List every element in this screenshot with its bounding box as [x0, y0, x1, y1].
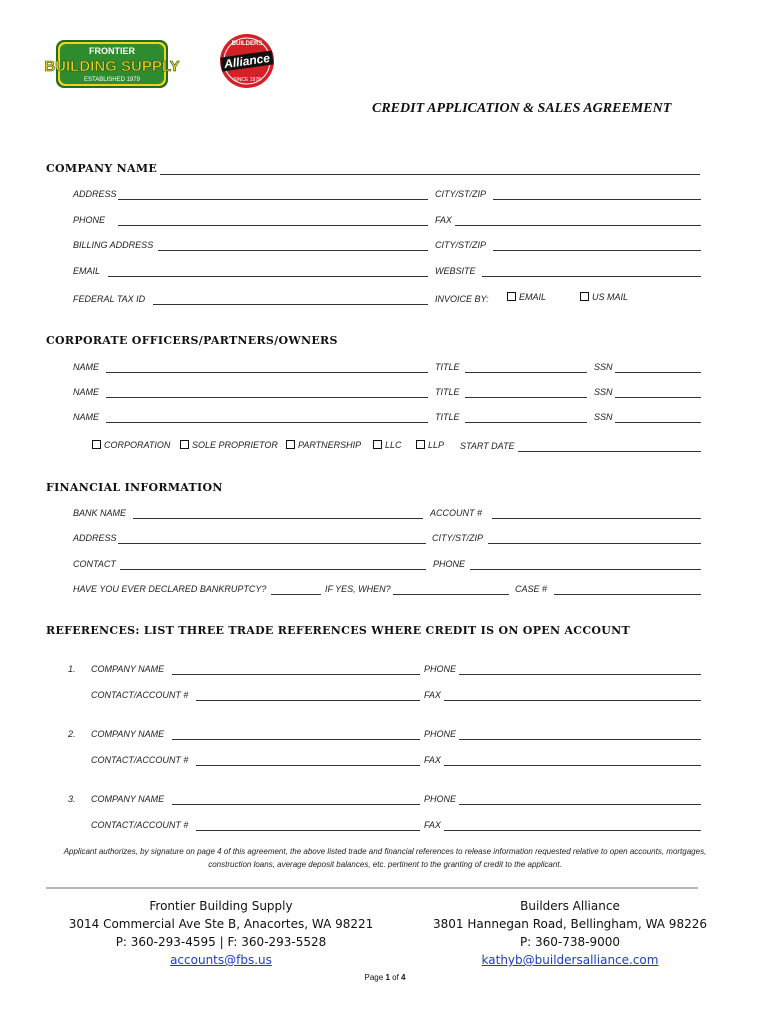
ref2-contact-field[interactable]: [196, 765, 420, 766]
ref3-company-field[interactable]: [172, 804, 420, 805]
page-title: CREDIT APPLICATION & SALES AGREEMENT: [372, 101, 672, 116]
account-label: ACCOUNT #: [430, 508, 483, 518]
officer-title-label: TITLE: [435, 387, 460, 397]
alliance-email-link[interactable]: kathyb@buildersalliance.com: [481, 953, 659, 967]
bankruptcy-field[interactable]: [271, 594, 321, 595]
ref2-fax-field[interactable]: [444, 765, 701, 766]
billing-address-label: BILLING ADDRESS: [73, 240, 154, 250]
frontier-building-supply-logo: [44, 38, 180, 90]
bank-contact-label: CONTACT: [73, 559, 116, 569]
officer-name-field[interactable]: [106, 422, 428, 423]
page-number: [0, 973, 770, 982]
officer-ssn-field[interactable]: [615, 422, 701, 423]
email-label: EMAIL: [73, 266, 101, 276]
reference-3-number: 3.: [68, 794, 76, 804]
authorization-disclaimer: Applicant authorizes, by signature on page 4 of this agreement, the above listed trade and financial references to release information requested relative to open accounts, mortgages, construction loans, average deposit balances, etc. pertinent to the granting of credit to the applicant.: [63, 847, 707, 869]
ref2-phone-field[interactable]: [459, 739, 701, 740]
ref3-company-label: COMPANY NAME: [91, 794, 165, 804]
officer-ssn-field[interactable]: [615, 372, 701, 373]
type-partnership-label: PARTNERSHIP: [298, 440, 362, 450]
frontier-address: 3014 Commercial Ave Ste B, Anacortes, WA 98221: [68, 917, 374, 931]
invoice-email-label: EMAIL: [519, 292, 547, 302]
type-llp-label: LLP: [428, 440, 445, 450]
billing-city-field[interactable]: [493, 250, 701, 251]
if-yes-field[interactable]: [393, 594, 509, 595]
officer-ssn-label: SSN: [594, 387, 613, 397]
alliance-address: 3801 Hannegan Road, Bellingham, WA 98226: [433, 917, 707, 931]
bank-name-field[interactable]: [133, 518, 423, 519]
officer-ssn-field[interactable]: [615, 397, 701, 398]
phone-field[interactable]: [118, 225, 428, 226]
bankruptcy-label: HAVE YOU EVER DECLARED BANKRUPTCY?: [73, 584, 267, 594]
bank-phone-field[interactable]: [470, 569, 701, 570]
officer-title-label: TITLE: [435, 362, 460, 372]
ref2-company-label: COMPANY NAME: [91, 729, 165, 739]
fax-label: FAX: [435, 215, 452, 225]
officer-ssn-label: SSN: [594, 362, 613, 372]
checkbox-icon[interactable]: [416, 440, 425, 449]
invoice-email-option[interactable]: [507, 292, 546, 302]
ref1-fax-field[interactable]: [444, 700, 701, 701]
ref1-contact-field[interactable]: [196, 700, 420, 701]
bank-city-field[interactable]: [488, 543, 701, 544]
ref3-fax-label: FAX: [424, 820, 441, 830]
checkbox-icon[interactable]: [373, 440, 382, 449]
officer-name-field[interactable]: [106, 372, 428, 373]
if-yes-label: IF YES, WHEN?: [325, 584, 391, 594]
reference-2-number: 2.: [68, 729, 76, 739]
fax-field[interactable]: [455, 225, 701, 226]
billing-address-field[interactable]: [158, 250, 428, 251]
website-label: WEBSITE: [435, 266, 476, 276]
builders-alliance-logo: [218, 32, 276, 90]
ref1-fax-label: FAX: [424, 690, 441, 700]
start-date-label: START DATE: [460, 441, 515, 451]
alliance-logo-sub: SINCE 1978: [233, 77, 261, 83]
frontier-logo-top: FRONTIER: [89, 46, 135, 56]
type-llc-option[interactable]: [373, 440, 402, 450]
invoice-mail-label: US MAIL: [592, 292, 629, 302]
case-label: CASE #: [515, 584, 548, 594]
ref1-company-label: COMPANY NAME: [91, 664, 165, 674]
email-field[interactable]: [108, 276, 428, 277]
city-field[interactable]: [493, 199, 701, 200]
company-name-heading: COMPANY NAME: [46, 162, 158, 175]
alliance-name: Builders Alliance: [520, 899, 620, 913]
officer-title-field[interactable]: [465, 397, 587, 398]
bank-phone-label: PHONE: [433, 559, 466, 569]
account-field[interactable]: [492, 518, 701, 519]
website-field[interactable]: [482, 276, 701, 277]
frontier-name: Frontier Building Supply: [149, 899, 293, 913]
frontier-logo-main: BUILDING SUPPLY: [44, 58, 180, 75]
reference-1-number: 1.: [68, 664, 76, 674]
ref3-phone-field[interactable]: [459, 804, 701, 805]
billing-city-label: CITY/ST/ZIP: [435, 240, 487, 250]
bank-name-label: BANK NAME: [73, 508, 127, 518]
address-field[interactable]: [118, 199, 428, 200]
tax-id-label: FEDERAL TAX ID: [73, 294, 146, 304]
alliance-logo-top: BUILDERS: [231, 41, 263, 47]
checkbox-icon[interactable]: [580, 292, 589, 301]
alliance-logo-main: Alliance: [223, 50, 271, 72]
checkbox-icon[interactable]: [507, 292, 516, 301]
officer-title-field[interactable]: [465, 422, 587, 423]
frontier-phone: P: 360-293-4595 | F: 360-293-5528: [115, 935, 327, 949]
ref2-fax-label: FAX: [424, 755, 441, 765]
ref3-contact-label: CONTACT/ACCOUNT #: [91, 820, 189, 830]
type-corporation-label: CORPORATION: [104, 440, 171, 450]
ref2-phone-label: PHONE: [424, 729, 457, 739]
address-label: ADDRESS: [73, 189, 117, 199]
ref2-company-field[interactable]: [172, 739, 420, 740]
ref1-phone-label: PHONE: [424, 664, 457, 674]
ref2-contact-label: CONTACT/ACCOUNT #: [91, 755, 189, 765]
ref3-fax-field[interactable]: [444, 830, 701, 831]
frontier-email-link[interactable]: accounts@fbs.us: [170, 953, 272, 967]
tax-id-field[interactable]: [153, 304, 428, 305]
ref3-contact-field[interactable]: [196, 830, 420, 831]
checkbox-icon[interactable]: [92, 440, 101, 449]
references-heading: REFERENCES: LIST THREE TRADE REFERENCES WHERE CREDIT IS ON OPEN ACCOUNT: [46, 624, 630, 637]
officer-title-field[interactable]: [465, 372, 587, 373]
ref1-phone-field[interactable]: [459, 674, 701, 675]
ref1-contact-label: CONTACT/ACCOUNT #: [91, 690, 189, 700]
page-current: 1: [385, 973, 390, 982]
page-total: 4: [401, 973, 406, 982]
type-llp-option[interactable]: [416, 440, 444, 450]
ref1-company-field[interactable]: [172, 674, 420, 675]
footer-divider: [46, 887, 698, 889]
invoice-mail-option[interactable]: [580, 292, 628, 302]
ref3-phone-label: PHONE: [424, 794, 457, 804]
type-llc-label: LLC: [385, 440, 402, 450]
company-name-field[interactable]: [160, 174, 700, 175]
alliance-contact-block: [420, 897, 720, 969]
type-corporation-option[interactable]: [92, 440, 170, 450]
officer-title-label: TITLE: [435, 412, 460, 422]
officer-ssn-label: SSN: [594, 412, 613, 422]
invoice-by-label: INVOICE BY:: [435, 294, 489, 304]
phone-label: PHONE: [73, 215, 106, 225]
checkbox-icon[interactable]: [180, 440, 189, 449]
type-sole-proprietor-option[interactable]: [180, 440, 278, 450]
case-field[interactable]: [554, 594, 701, 595]
checkbox-icon[interactable]: [286, 440, 295, 449]
bank-contact-field[interactable]: [120, 569, 426, 570]
officer-name-label: NAME: [73, 412, 100, 422]
type-partnership-option[interactable]: [286, 440, 361, 450]
officers-heading: CORPORATE OFFICERS/PARTNERS/OWNERS: [46, 334, 338, 347]
page-of: of: [392, 973, 399, 982]
bank-address-field[interactable]: [118, 543, 426, 544]
start-date-field[interactable]: [518, 451, 701, 452]
bank-address-label: ADDRESS: [73, 533, 117, 543]
financial-heading: FINANCIAL INFORMATION: [46, 481, 223, 494]
alliance-phone: P: 360-738-9000: [519, 935, 621, 949]
frontier-logo-sub: ESTABLISHED 1979: [84, 77, 140, 83]
officer-name-label: NAME: [73, 362, 100, 372]
city-label: CITY/ST/ZIP: [435, 189, 487, 199]
bank-city-label: CITY/ST/ZIP: [432, 533, 484, 543]
page-prefix: Page: [364, 973, 384, 982]
officer-name-label: NAME: [73, 387, 100, 397]
frontier-contact-block: [56, 897, 386, 969]
officer-name-field[interactable]: [106, 397, 428, 398]
type-sole-proprietor-label: SOLE PROPRIETOR: [192, 440, 278, 450]
